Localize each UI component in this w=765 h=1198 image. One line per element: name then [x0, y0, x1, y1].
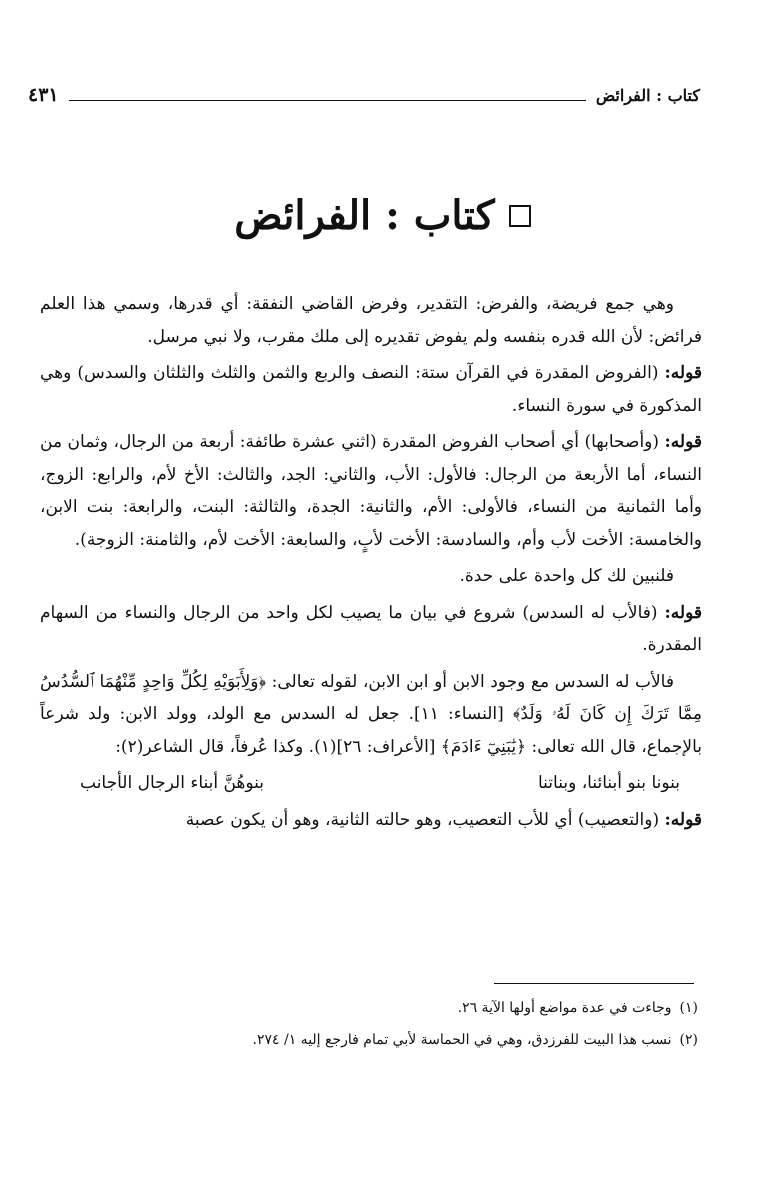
paragraph-lead: قوله: [664, 432, 702, 452]
paragraph-definition: وهي جمع فريضة، والفرض: التقدير، وفرض القاضي النفقة: أي قدرها، وسمي هذا العلم فرائض: لأن الله قدره بنفسه ولم يفوض تقديره إلى ملك مقرب، ولا نبي مرسل. [40, 294, 702, 347]
paragraph-text: (والتعصيب) أي للأب التعصيب، وهو حالته الثانية، وهو أن يكون عصبة [185, 809, 660, 830]
page-number: ٤٣١ [28, 84, 59, 106]
footnote [40, 992, 698, 1024]
running-header [28, 82, 700, 108]
footnote-divider [494, 983, 694, 984]
footnote-number: (٢) [679, 1032, 698, 1048]
paragraph-lead: قوله: [664, 602, 702, 623]
paragraph-agnation [40, 804, 702, 837]
running-header-title: كتاب : الفرائض [595, 85, 700, 105]
verse-second-hemistich: بنوهُنَّ أبناء الرجال الأجانب [80, 773, 265, 793]
verse-first-hemistich: بنونا بنو أبنائنا، وبناتنا [538, 773, 680, 793]
chapter-title: كتاب : الفرائض [234, 192, 495, 239]
paragraph-heirs [40, 426, 702, 556]
paragraph-text: (وأصحابها) أي أصحاب الفروض المقدرة (اثني عشرة طائفة: أربعة من الرجال، وثمان من النساء، أما الأربعة من الرجال: فالأول: الأب، والثاني: الجد، والثالث: الأخ لأم، والرابع: الزوج، وأما الثمانية من النساء، فالأولى: الأم، والثانية: الجدة، والثالثة: البنت، والرابعة: بنت الابن، والخامسة: الأخت لأب وأم، والسادسة: الأخت لأبٍ، والسابعة: الأخت لأم، والثامنة: الزوجة). [40, 432, 702, 550]
main-text [40, 288, 702, 840]
paragraph-transition: فلنبين لك كل واحدة على حدة. [459, 566, 674, 586]
footnotes [40, 992, 698, 1056]
footnote-text: وجاءت في عدة مواضع أولها الآية ٢٦. [457, 1000, 672, 1016]
poetry-verse [40, 767, 702, 800]
paragraph-text: (الفروض المقدرة في القرآن ستة: النصف والربع والثمن والثلث والثلثان والسدس) وهي المذكورة في سورة النساء. [40, 363, 702, 416]
footnote-text: نسب هذا البيت للفرزدق، وهي في الحماسة لأبي تمام فارجع إليه ١/ ٢٧٤. [252, 1032, 672, 1048]
footnote [40, 1024, 698, 1056]
square-bullet-icon [509, 205, 531, 227]
footnote-number: (١) [679, 1000, 698, 1016]
paragraph-lead: قوله: [664, 363, 702, 383]
paragraph-father [40, 597, 702, 662]
paragraph-lead: قوله: [664, 809, 702, 830]
paragraph-text: (فالأب له السدس) شروع في بيان ما يصيب لكل واحد من الرجال والنساء من السهام المقدرة. [40, 602, 702, 655]
chapter-heading [0, 192, 765, 239]
running-header-rule [69, 90, 586, 101]
paragraph-fixed-shares [40, 357, 702, 422]
paragraph-father-sixth: فالأب له السدس مع وجود الابن أو ابن الابن، لقوله تعالى: ﴿وَلِأَبَوَيْهِ لِكُلِّ وَاحِدٍ مِّنْهُمَا ٱلسُّدُسُ مِمَّا تَرَكَ إِن كَانَ لَهُۥ وَلَدٌ﴾ [النساء: ١١]. جعل له السدس مع الولد، وولد الابن: ولد شرعاً بالإجماع، قال الله تعالى: ﴿يَٰبَنِيٓ ءَادَمَ﴾ [الأعراف: ٢٦](١). وكذا عُرفاً، قال الشاعر(٢): [40, 671, 702, 757]
